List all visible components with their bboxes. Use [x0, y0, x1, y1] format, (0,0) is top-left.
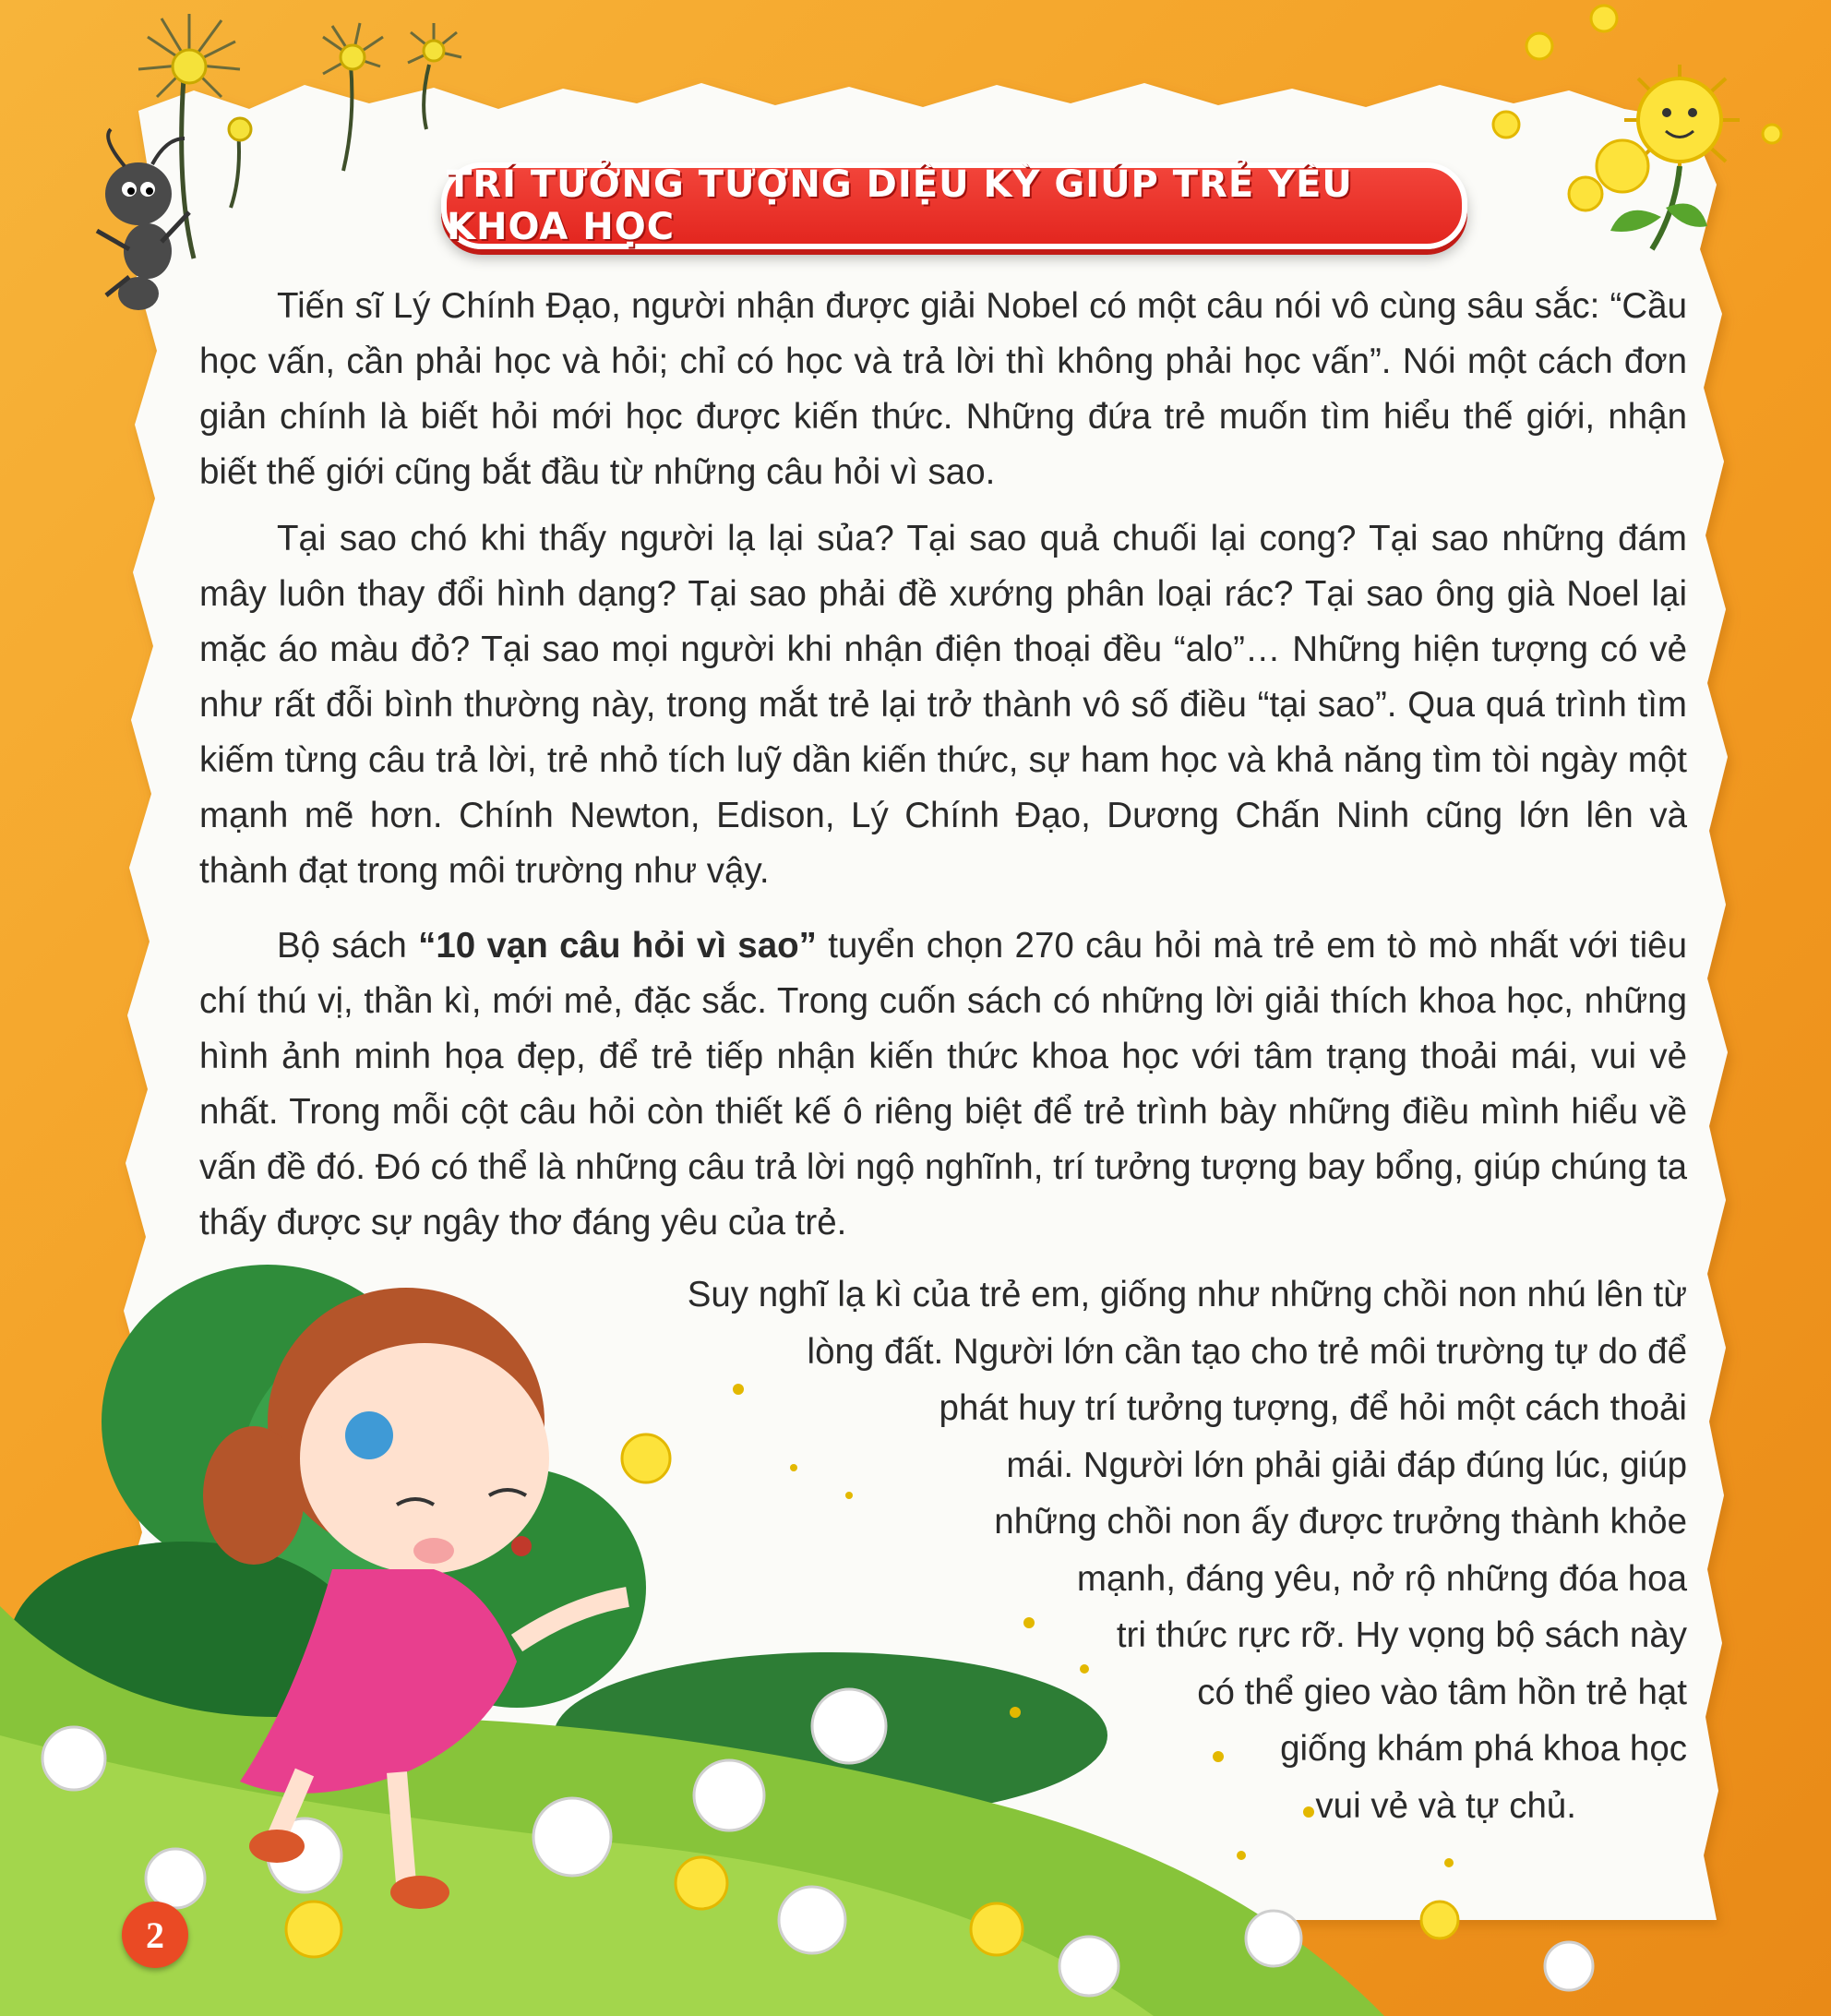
paragraph-book-series [199, 918, 1687, 1251]
closing-line: lòng đất. Người lớn cần tạo cho trẻ môi trường tự do để [807, 1331, 1687, 1372]
paragraph-intro [199, 279, 1687, 500]
paragraph-text: Tiến sĩ Lý Chính Đạo, người nhận được giải Nobel có một câu nói vô cùng sâu sắc: “Cầu học vấn, cần phải học và hỏi; chỉ có học và trả lời thì không phải học vấn”. Nói một cách đơn giản chính là biết hỏi mới học được kiến thức. Những đứa trẻ muốn tìm hiểu thế giới, nhận biết thế giới cũng bắt đầu từ những câu hỏi vì sao. [199, 286, 1687, 492]
paragraph-text: tuyển chọn 270 câu hỏi mà trẻ em tò mò nhất với tiêu chí thú vị, thần kì, mới mẻ, đặc sắc. Trong cuốn sách có những lời giải thích khoa học, những hình ảnh minh họa đẹp, để trẻ tiếp nhận kiến thức khoa học với tâm trạng thoải mái, vui vẻ nhất. Trong mỗi cột câu hỏi còn thiết kế ô riêng biệt để trẻ trình bày những điều mình hiểu về vấn đề đó. Đó có thể là những câu trả lời ngộ nghĩnh, trí tưởng tượng bay bổng, giúp chúng ta thấy được sự ngây thơ đáng yêu của trẻ. [199, 926, 1688, 1242]
ant-icon [97, 129, 189, 310]
paragraph-text: Bộ sách [277, 926, 419, 966]
closing-line: mái. Người lớn phải giải đáp đúng lúc, giúp [1006, 1445, 1687, 1485]
sunflower-icon [1493, 6, 1781, 210]
closing-line: phát huy trí tưởng tượng, để hỏi một cách thoải [939, 1388, 1687, 1428]
closing-line: những chồi non ấy được trưởng thành khỏe [994, 1502, 1687, 1542]
closing-line: Suy nghĩ lạ kì của trẻ em, giống như những chồi non nhú lên từ [687, 1275, 1687, 1314]
page-title: TRÍ TƯỞNG TƯỢNG DIỆU KỲ GIÚP TRẺ YÊU KHOA HỌC [447, 163, 1353, 248]
page-number-badge [122, 1902, 188, 1968]
closing-paragraph [580, 1266, 1687, 1834]
closing-line: mạnh, đáng yêu, nở rộ những đóa hoa [1076, 1558, 1687, 1599]
closing-line: tri thức rực rỡ. Hy vọng bộ sách này [1116, 1615, 1687, 1655]
dandelion-small-icon [229, 118, 251, 208]
paragraph-questions [199, 511, 1687, 899]
closing-line: giống khám phá khoa học [1280, 1729, 1687, 1769]
dandelion-small-icon [323, 23, 383, 171]
page-number: 2 [146, 1914, 164, 1956]
closing-line: có thể gieo vào tâm hồn trẻ hạt [1197, 1672, 1687, 1712]
paragraph-text: Tại sao chó khi thấy người lạ lại sủa? Tại sao quả chuối lại cong? Tại sao những đám mây luôn thay đổi hình dạng? Tại sao phải đề xướng phân loại rác? Tại sao ông già Noel lại mặc áo màu đỏ? Tại sao mọi người khi nhận điện thoại đều “alo”… Những hiện tượng có vẻ như rất đỗi bình thường này, trong mắt trẻ lại trở thành vô số điều “tại sao”. Qua quá trình tìm kiếm từng câu trả lời, trẻ nhỏ tích luỹ dần kiến thức, sự ham học và khả năng tìm tòi ngày một mạnh mẽ hơn. Chính Newton, Edison, Lý Chính Đạo, Dương Chấn Ninh cũng lớn lên và thành đạt trong môi trường như vậy. [199, 519, 1687, 891]
closing-line: vui vẻ và tự chủ. [1315, 1785, 1576, 1826]
dandelion-top-left-icon [138, 14, 240, 258]
title-banner [441, 162, 1467, 249]
dandelion-small-icon [408, 23, 461, 129]
book-title: “10 vạn câu hỏi vì sao” [418, 926, 817, 966]
